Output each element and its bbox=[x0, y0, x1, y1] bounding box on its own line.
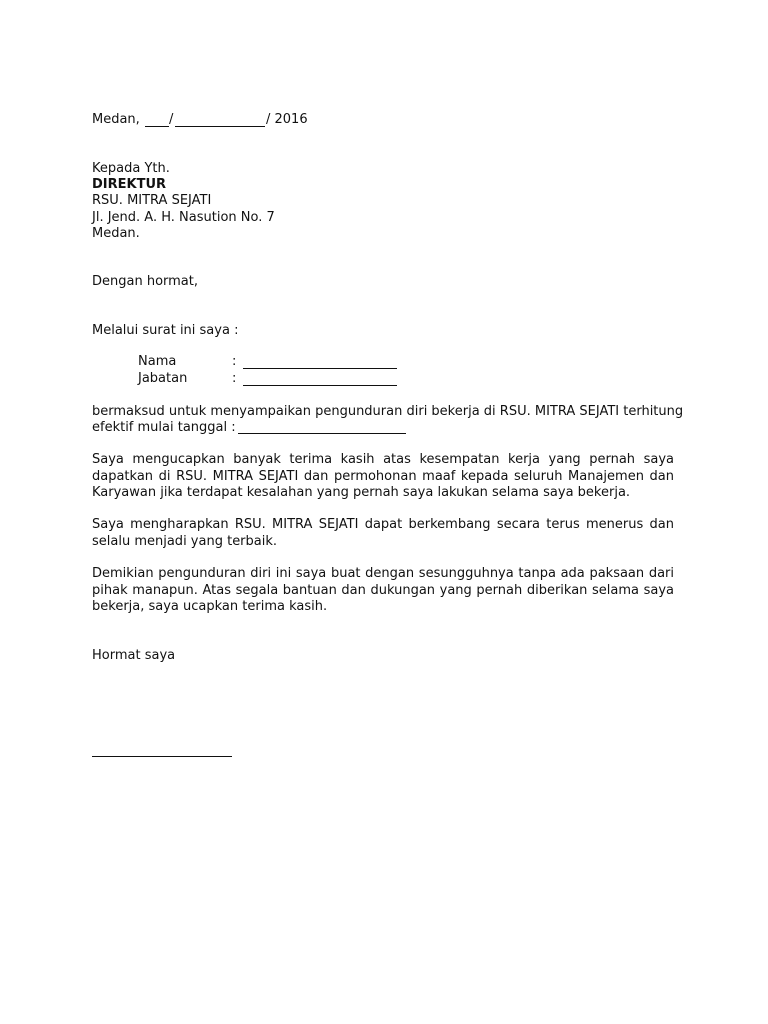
field-label-jabatan: Jabatan bbox=[138, 371, 188, 386]
effective-date-blank[interactable] bbox=[238, 433, 406, 434]
recipient-address: Jl. Jend. A. H. Nasution No. 7 bbox=[92, 210, 275, 225]
date-city: Medan, bbox=[92, 112, 140, 127]
recipient-title: DIREKTUR bbox=[92, 177, 167, 192]
thanks-paragraph: Saya mengucapkan banyak terima kasih atas kesempatan kerja yang pernah saya dapatkan di RSU. MITRA SEJATI dan permohonan maaf kepada seluruh Manajemen dan Karyawan jika terdapat kesalahan yang pernah saya lakukan selama saya bekerja. bbox=[92, 452, 674, 500]
date-separator: / bbox=[169, 112, 174, 127]
intro-text: Melalui surat ini saya : bbox=[92, 323, 239, 338]
hope-paragraph: Saya mengharapkan RSU. MITRA SEJATI dapat berkembang secara terus menerus dan selalu menjadi yang terbaik. bbox=[92, 517, 674, 549]
date-day-blank bbox=[145, 126, 169, 127]
field-colon-nama: : bbox=[232, 354, 237, 369]
signature-line[interactable] bbox=[92, 756, 232, 757]
intent-line-2: efektif mulai tanggal : bbox=[92, 420, 236, 435]
signoff-text: Hormat saya bbox=[92, 648, 176, 663]
field-label-nama: Nama bbox=[138, 354, 177, 369]
field-colon-jabatan: : bbox=[232, 371, 237, 386]
recipient-city: Medan. bbox=[92, 226, 140, 241]
recipient-salutation: Kepada Yth. bbox=[92, 161, 170, 176]
date-year: / 2016 bbox=[266, 112, 308, 127]
date-month-blank bbox=[175, 126, 265, 127]
field-blank-jabatan[interactable] bbox=[243, 385, 397, 386]
closing-paragraph: Demikian pengunduran diri ini saya buat dengan sesungguhnya tanpa ada paksaan dari pihak manapun. Atas segala bantuan dan dukungan yang pernah diberikan selama saya bekerja, saya ucapkan terima kasih. bbox=[92, 566, 674, 614]
field-blank-nama[interactable] bbox=[243, 368, 397, 369]
intent-line-1: bermaksud untuk menyampaikan pengunduran diri bekerja di RSU. MITRA SEJATI terhitung bbox=[92, 404, 684, 419]
recipient-organization: RSU. MITRA SEJATI bbox=[92, 193, 212, 208]
greeting: Dengan hormat, bbox=[92, 274, 199, 289]
